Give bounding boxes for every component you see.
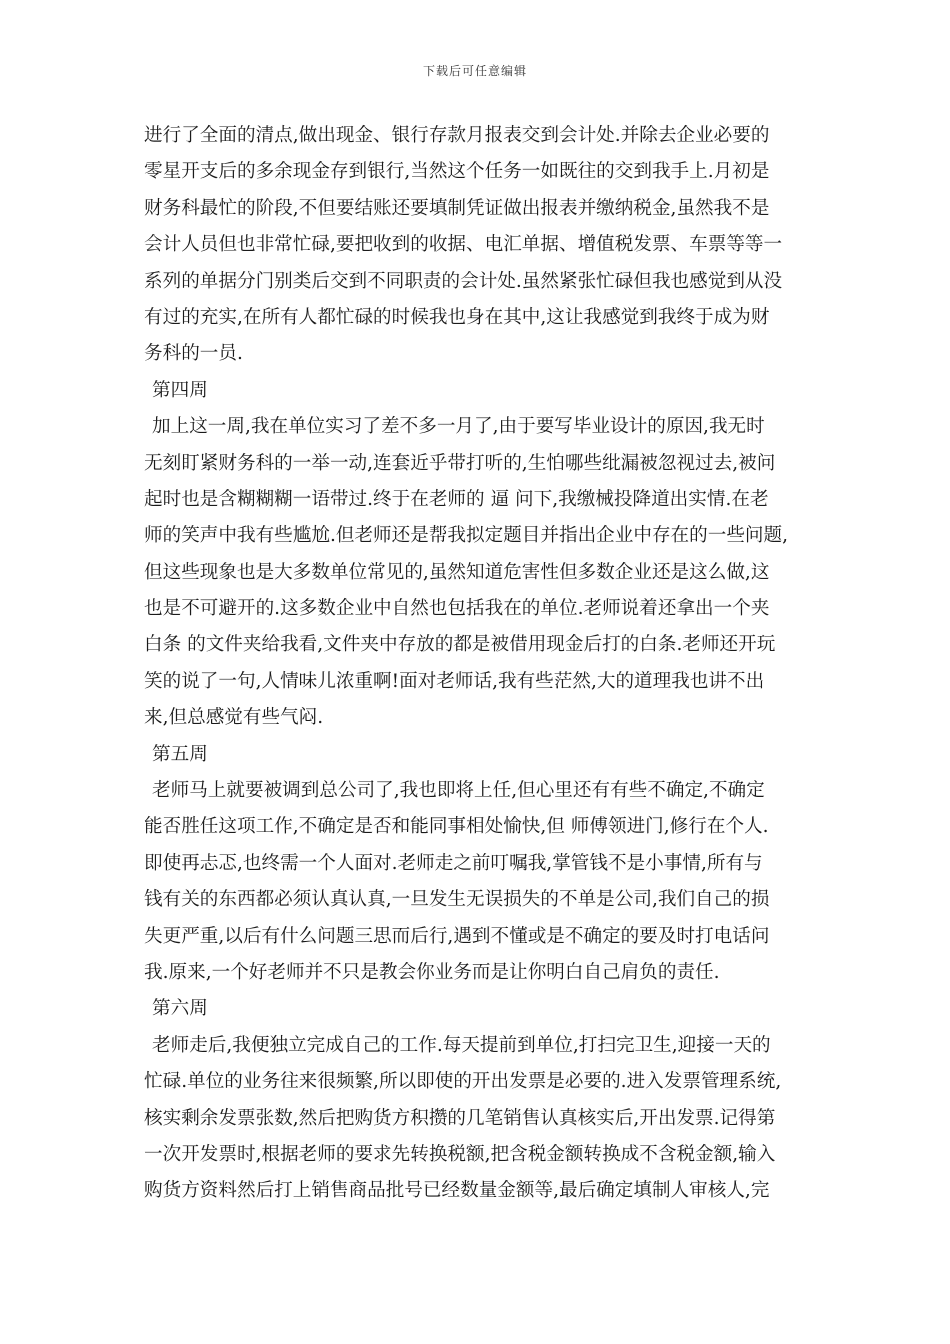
text-line: 笑的说了一句,人情味儿浓重啊!面对老师话,我有些茫然,大的道理我也讲不出 xyxy=(144,670,765,692)
text-line: 老师走后,我便独立完成自己的工作.每天提前到单位,打扫完卫生,迎接一天的 xyxy=(152,1034,771,1056)
text-line: 一次开发票时,根据老师的要求先转换税额,把含税金额转换成不含税金额,输入 xyxy=(144,1143,776,1165)
text-line: 加上这一周,我在单位实习了差不多一月了,由于要写毕业设计的原因,我无时 xyxy=(152,416,765,438)
document-body xyxy=(144,118,809,1210)
text-line: 钱有关的东西都必须认真认真,一旦发生无误损失的不单是公司,我们自己的损 xyxy=(144,889,770,911)
text-line: 购货方资料然后打上销售商品批号已经数量金额等,最后确定填制人审核人,完 xyxy=(144,1180,770,1202)
text-line: 无刻盯紧财务科的一举一动,连套近乎带打听的,生怕哪些纰漏被忽视过去,被问 xyxy=(144,452,776,474)
text-line: 务科的一员. xyxy=(144,343,243,365)
text-line: 零星开支后的多余现金存到银行,当然这个任务一如既往的交到我手上.月初是 xyxy=(144,161,770,183)
text-line: 财务科最忙的阶段,不但要结账还要填制凭证做出报表并缴纳税金,虽然我不是 xyxy=(144,197,770,219)
text-line: 即使再忐忑,也终需一个人面对.老师走之前叮嘱我,掌管钱不是小事情,所有与 xyxy=(144,852,763,874)
text-line: 我.原来,一个好老师并不只是教会你业务而是让你明白自己肩负的责任. xyxy=(144,961,720,983)
text-line: 白条 的文件夹给我看,文件夹中存放的都是被借用现金后打的白条.老师还开玩 xyxy=(144,634,776,656)
text-line: 也是不可避开的.这多数企业中自然也包括我在的单位.老师说着还拿出一个夹 xyxy=(144,598,770,620)
text-line: 但这些现象也是大多数单位常见的,虽然知道危害性但多数企业还是这么做,这 xyxy=(144,561,770,583)
section-heading-week-4: 第四周 xyxy=(152,379,208,401)
text-line: 有过的充实,在所有人都忙碌的时候我也身在其中,这让我感觉到我终于成为财 xyxy=(144,306,770,328)
text-line: 师的笑声中我有些尴尬.但老师还是帮我拟定题目并指出企业中存在的一些问题, xyxy=(144,525,789,547)
section-heading-week-6: 第六周 xyxy=(152,998,208,1020)
text-line: 进行了全面的清点,做出现金、银行存款月报表交到会计处.并除去企业必要的 xyxy=(144,125,770,146)
text-line: 核实剩余发票张数,然后把购货方积攒的几笔销售认真核实后,开出发票.记得第 xyxy=(144,1107,776,1129)
text-line: 失更严重,以后有什么问题三思而后行,遇到不懂或是不确定的要及时打电话问 xyxy=(144,925,770,947)
text-line: 会计人员但也非常忙碌,要把收到的收据、电汇单据、增值税发票、车票等等一 xyxy=(144,234,783,256)
text-line: 来,但总感觉有些气闷. xyxy=(144,707,324,729)
text-line: 忙碌.单位的业务往来很频繁,所以即使的开出发票是必要的.进入发票管理系统, xyxy=(144,1071,782,1093)
text-line: 能否胜任这项工作,不确定是否和能同事相处愉快,但 师傅领进门,修行在个人. xyxy=(144,816,769,838)
text-line: 老师马上就要被调到总公司了,我也即将上任,但心里还有有些不确定,不确定 xyxy=(152,780,765,802)
section-heading-week-5: 第五周 xyxy=(152,743,208,765)
page-header: 下载后可任意编辑 xyxy=(422,64,527,78)
text-line: 系列的单据分门别类后交到不同职责的会计处.虽然紧张忙碌但我也感觉到从没 xyxy=(144,270,783,292)
text-line: 起时也是含糊糊糊一语带过.终于在老师的 逼 问下,我缴械投降道出实情.在老 xyxy=(144,488,769,510)
